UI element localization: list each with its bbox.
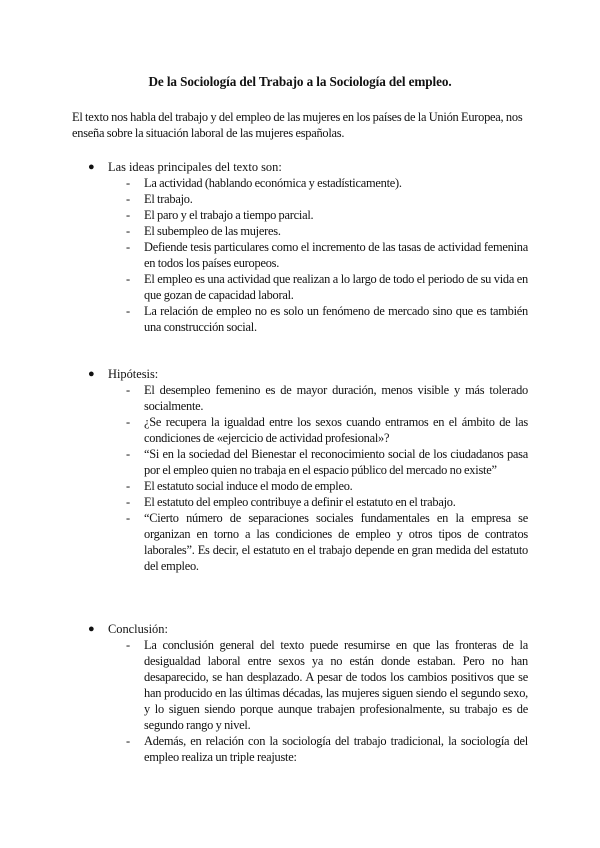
- intro-paragraph: [72, 109, 528, 141]
- dash-icon: -: [126, 734, 130, 748]
- list-item-text: Defiende tesis particulares como el incremento de las tasas de actividad femenina en todos los países europeos.: [144, 240, 528, 270]
- dash-icon: -: [126, 224, 130, 238]
- list-item: [72, 414, 528, 446]
- list-item-text: ¿Se recupera la igualdad entre los sexos cuando entramos en el ámbito de las condiciones de «ejercicio de actividad profesional»?: [144, 415, 528, 445]
- dash-list: [72, 637, 528, 765]
- section-main-ideas: [72, 159, 528, 335]
- list-item-text: El estatuto social induce el modo de empleo.: [144, 479, 353, 493]
- dash-icon: -: [126, 240, 130, 254]
- dash-icon: -: [126, 272, 130, 286]
- dash-icon: -: [126, 383, 130, 397]
- dash-icon: -: [126, 208, 130, 222]
- list-item: [72, 175, 528, 191]
- section-heading-label: Hipótesis:: [108, 367, 159, 381]
- dash-icon: -: [126, 304, 130, 318]
- list-item: [72, 478, 528, 494]
- dash-list: [72, 382, 528, 574]
- dash-icon: -: [126, 415, 130, 429]
- list-item: [72, 494, 528, 510]
- dash-list: [72, 175, 528, 335]
- dash-icon: -: [126, 495, 130, 509]
- list-item: [72, 382, 528, 414]
- dash-icon: -: [126, 511, 130, 525]
- section-conclusion: [72, 621, 528, 765]
- list-item-text: El subempleo de las mujeres.: [144, 224, 281, 238]
- section-heading-label: Conclusión:: [108, 622, 168, 636]
- bullet-icon: ●: [88, 623, 95, 635]
- list-item: [72, 446, 528, 478]
- section-heading-label: Las ideas principales del texto son:: [108, 160, 282, 174]
- list-item-text: La conclusión general del texto puede resumirse en que las fronteras de la desigualdad laboral entre sexos ya no están donde estaban. Pero no han desaparecido, se han desplazado. A pesar de todos los cambios positivos que se han producido en las últimas décadas, las mujeres siguen siendo el segundo sexo, y lo siguen siendo porque aunque trabajen profesionalmente, su trabajo es de segundo rango y nivel.: [144, 638, 528, 732]
- dash-icon: -: [126, 479, 130, 493]
- list-item: [72, 191, 528, 207]
- dash-icon: -: [126, 447, 130, 461]
- list-item-text: La actividad (hablando económica y estadísticamente).: [144, 176, 402, 190]
- list-item-text: El empleo es una actividad que realizan a lo largo de todo el periodo de su vida en que gozan de capacidad laboral.: [144, 272, 528, 302]
- list-item: [72, 223, 528, 239]
- dash-icon: -: [126, 192, 130, 206]
- list-item: [72, 239, 528, 271]
- list-item-text: “Si en la sociedad del Bienestar el reconocimiento social de los ciudadanos pasa por el empleo quien no trabaja en el espacio público del mercado no existe”: [144, 447, 528, 477]
- list-item-text: Además, en relación con la sociología del trabajo tradicional, la sociología del empleo realiza un triple reajuste:: [144, 734, 528, 764]
- list-item-text: El desempleo femenino es de mayor duración, menos visible y más tolerado socialmente.: [144, 383, 528, 413]
- bullet-icon: ●: [88, 368, 95, 380]
- intro-text: El texto nos habla del trabajo y del empleo de las mujeres en los países de la Unión Europea, nos enseña sobre la situación laboral de las mujeres españolas.: [72, 110, 523, 140]
- list-item-text: El paro y el trabajo a tiempo parcial.: [144, 208, 314, 222]
- list-item: [72, 303, 528, 335]
- list-item: [72, 637, 528, 733]
- dash-icon: -: [126, 176, 130, 190]
- list-item: [72, 510, 528, 574]
- list-item-text: El estatuto del empleo contribuye a definir el estatuto en el trabajo.: [144, 495, 456, 509]
- list-item: [72, 271, 528, 303]
- list-item-text: “Cierto número de separaciones sociales fundamentales en la empresa se organizan en torno a las condiciones de empleo y otros tipos de contratos laborales”. Es decir, el estatuto en el trabajo depende en gran medida del estatuto del empleo.: [144, 511, 528, 573]
- bullet-icon: ●: [88, 161, 95, 173]
- document-title: De la Sociología del Trabajo a la Sociología del empleo.: [148, 74, 452, 89]
- list-item: [72, 207, 528, 223]
- section-hypotheses: [72, 366, 528, 574]
- list-item-text: El trabajo.: [144, 192, 193, 206]
- section-heading: [72, 621, 528, 637]
- list-item: [72, 733, 528, 765]
- section-heading: [72, 366, 528, 382]
- dash-icon: -: [126, 638, 130, 652]
- list-item-text: La relación de empleo no es solo un fenómeno de mercado sino que es también una construcción social.: [144, 304, 528, 334]
- section-heading: [72, 159, 528, 175]
